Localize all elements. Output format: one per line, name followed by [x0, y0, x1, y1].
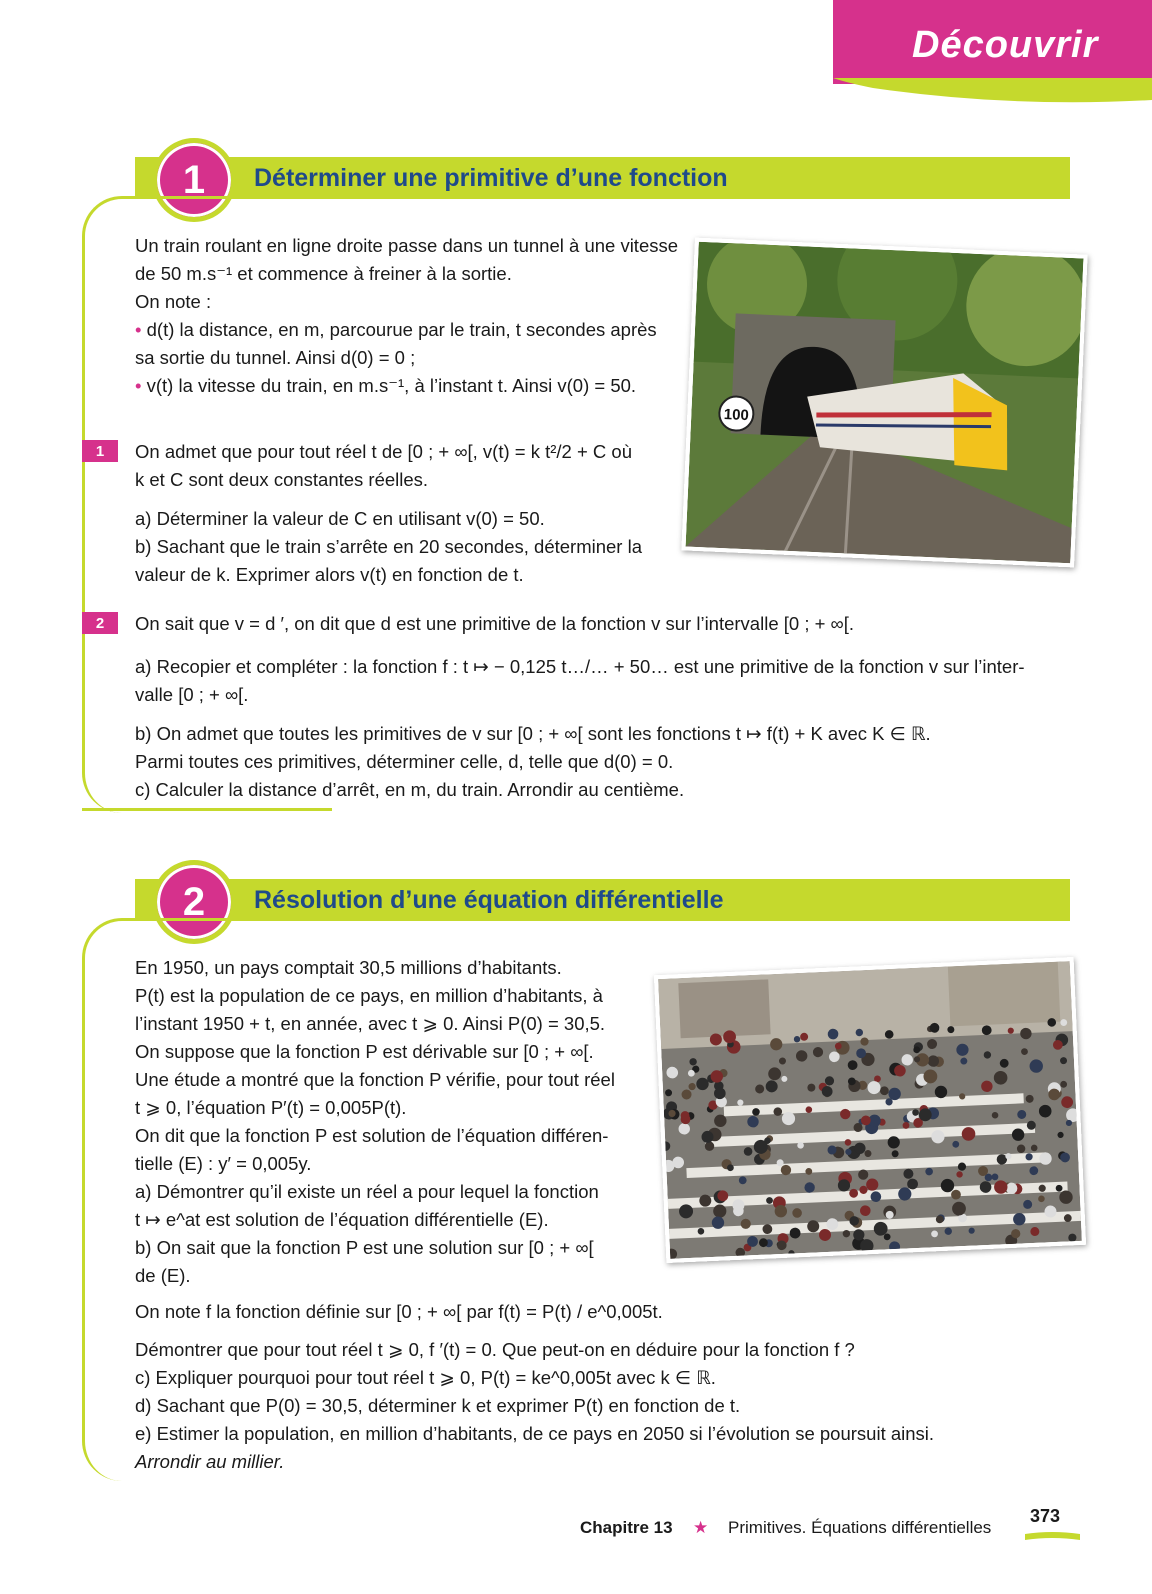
q2-line: On sait que v = d ′, on dit que d est une primitive de la fonction v sur l’intervalle [0 ; + ∞[. — [135, 613, 855, 634]
s2-line-11: b) On sait que la fonction P est une solution sur [0 ; + ∞[ — [135, 1237, 594, 1258]
s2-line-6: t ⩾ 0, l’équation P′(t) = 0,005P(t). — [135, 1097, 407, 1118]
section-1-intro-2: de 50 m.s⁻¹ et commence à freiner à la sortie. — [135, 263, 512, 284]
section-1-intro-1: Un train roulant en ligne droite passe dans un tunnel à une vitesse — [135, 235, 679, 256]
page-number: 373 — [1030, 1506, 1061, 1526]
section-1-frame-bottom — [82, 808, 332, 811]
crowd-photo — [654, 957, 1086, 1263]
crowd-illustration — [658, 961, 1082, 1259]
s2-note-f: On note f la fonction définie sur [0 ; + ∞[ par f(t) = P(t) / e^0,005t. — [135, 1301, 663, 1322]
q1-b-2: valeur de k. Exprimer alors v(t) en fonction de t. — [135, 564, 524, 585]
bullet-dot: • — [135, 375, 147, 396]
section-1-intro-3: On note : — [135, 291, 212, 312]
section-2-title: Résolution d’une équation différentielle — [254, 886, 724, 914]
speed-sign-text: 100 — [723, 406, 750, 425]
section-1-bullet-2 — [135, 372, 636, 400]
header-tab-label: Découvrir — [912, 24, 1099, 66]
s2-line-9: a) Démontrer qu’il existe un réel a pour lequel la fonction — [135, 1181, 599, 1202]
s2-tail-round: Arrondir au millier. — [135, 1451, 285, 1472]
bullet-dot: • — [135, 319, 147, 340]
q1-line-1: On admet que pour tout réel t de [0 ; + ∞[, v(t) = k t²/2 + C où — [135, 441, 633, 462]
footer-topic: Primitives. Équations différentielles — [728, 1518, 992, 1537]
bullet-text: v(t) la vitesse du train, en m.s⁻¹, à l’instant t. Ainsi v(0) = 50. — [146, 375, 637, 396]
s2-line-2: P(t) est la population de ce pays, en million d’habitants, à — [135, 985, 603, 1006]
q2-b-1: b) On admet que toutes les primitives de v sur [0 ; + ∞[ sont les fonctions t ↦ f(t) + K avec K ∈ ℝ. — [135, 723, 931, 744]
train-photo — [681, 238, 1087, 568]
train-illustration — [686, 242, 1084, 564]
section-1-bullet-1 — [135, 316, 657, 344]
s2-tail-e: e) Estimer la population, en million d’habitants, de ce pays en 2050 si l’évolution se poursuit ainsi. — [135, 1423, 935, 1444]
s2-line-12: de (E). — [135, 1265, 191, 1286]
footer-chapter: Chapitre 13 — [580, 1518, 673, 1537]
s2-line-3: l’instant 1950 + t, en année, avec t ⩾ 0. Ainsi P(0) = 30,5. — [135, 1013, 606, 1034]
section-1-title: Déterminer une primitive d’une fonction — [254, 164, 728, 192]
s2-line-5: Une étude a montré que la fonction P vérifie, pour tout réel — [135, 1069, 615, 1090]
s2-line-1: En 1950, un pays comptait 30,5 millions d’habitants. — [135, 957, 562, 978]
page-number-swoosh — [1025, 1530, 1080, 1544]
q2-a-1: a) Recopier et compléter : la fonction f : t ↦ − 0,125 t…/… + 50… est une primitive de la fonction v sur l’inter- — [135, 656, 1025, 677]
section-1-number: 1 — [152, 138, 236, 222]
s2-tail-d: d) Sachant que P(0) = 30,5, déterminer k et exprimer P(t) en fonction de t. — [135, 1395, 741, 1416]
q2-c: c) Calculer la distance d’arrêt, en m, du train. Arrondir au centième. — [135, 779, 685, 800]
q1-b-1: b) Sachant que le train s’arrête en 20 secondes, déterminer la — [135, 536, 642, 557]
header-tab-swoosh — [833, 78, 1152, 106]
s2-line-4: On suppose que la fonction P est dérivable sur [0 ; + ∞[. — [135, 1041, 594, 1062]
section-1-bullet-1b: sa sortie du tunnel. Ainsi d(0) = 0 ; — [135, 347, 416, 368]
question-2-badge: 2 — [82, 612, 118, 634]
footer-star: ★ — [693, 1518, 709, 1537]
s2-tail-c: c) Expliquer pourquoi pour tout réel t ⩾ 0, P(t) = ke^0,005t avec k ∈ ℝ. — [135, 1367, 716, 1388]
bullet-text: d(t) la distance, en m, parcourue par le train, t secondes après — [146, 319, 657, 340]
q1-a: a) Déterminer la valeur de C en utilisant v(0) = 50. — [135, 508, 545, 529]
s2-line-7: On dit que la fonction P est solution de l’équation différen- — [135, 1125, 609, 1146]
q1-line-2: k et C sont deux constantes réelles. — [135, 469, 429, 490]
section-2-number: 2 — [152, 860, 236, 944]
q2-b-2: Parmi toutes ces primitives, déterminer celle, d, telle que d(0) = 0. — [135, 751, 674, 772]
s2-tail-1: Démontrer que pour tout réel t ⩾ 0, f ′(t) = 0. Que peut-on en déduire pour la fonction f ? — [135, 1339, 855, 1360]
q2-a-2: valle [0 ; + ∞[. — [135, 684, 249, 705]
s2-line-10: t ↦ e^at est solution de l’équation différentielle (E). — [135, 1209, 549, 1230]
s2-line-8: tielle (E) : y′ = 0,005y. — [135, 1153, 312, 1174]
question-1-badge: 1 — [82, 440, 118, 462]
